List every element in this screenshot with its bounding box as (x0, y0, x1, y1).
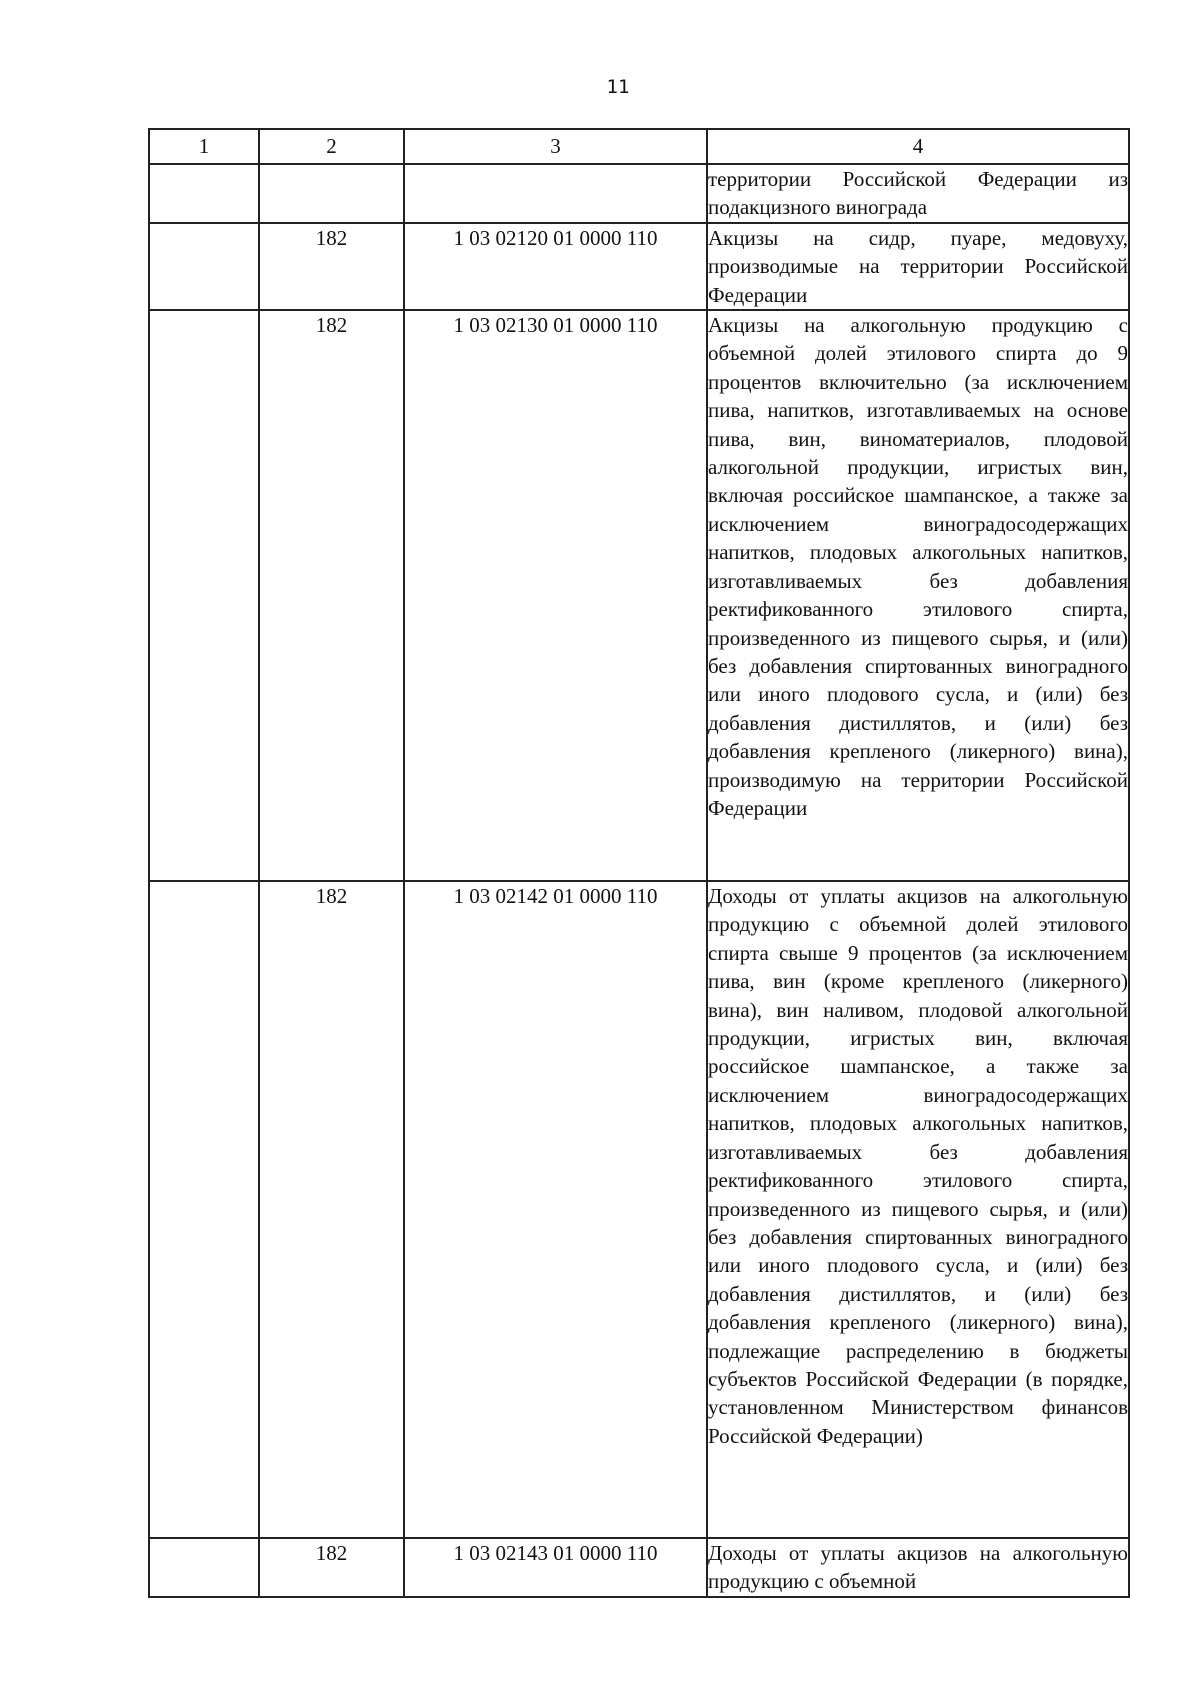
budget-code-cell: 182 (259, 223, 404, 310)
revenue-name-cell: Доходы от уплаты акцизов на алкогольную продукцию с объемной (707, 1538, 1129, 1597)
header-row (149, 129, 1129, 164)
header-col-2: 2 (259, 129, 404, 164)
kbk-code-cell (404, 164, 707, 223)
header-col-1: 1 (149, 129, 259, 164)
table-row (149, 223, 1129, 310)
table-row (149, 1538, 1129, 1597)
revenue-classification-table (148, 128, 1130, 1598)
table-row (149, 881, 1129, 1538)
table-row (149, 164, 1129, 223)
page-number: 11 (606, 76, 630, 98)
col1-cell (149, 223, 259, 310)
budget-code-cell (259, 164, 404, 223)
table-row (149, 310, 1129, 881)
col1-cell (149, 881, 259, 1538)
revenue-name-cell: Акцизы на сидр, пуаре, медовуху, производимые на территории Российской Федерации (707, 223, 1129, 310)
header-col-3: 3 (404, 129, 707, 164)
header-col-4: 4 (707, 129, 1129, 164)
col1-cell (149, 164, 259, 223)
revenue-name-cell: Акцизы на алкогольную продукцию с объемной долей этилового спирта до 9 процентов включительно (за исключением пива, напитков, изготавливаемых на основе пива, вин, виноматериалов, плодовой алкогольной продукции, игристых вин, включая российское шампанское, а также за исключением виноградосодержащих напитков, плодовых алкогольных напитков, изготавливаемых без добавления ректификованного этилового спирта, произведенного из пищевого сырья, и (или) без добавления спиртованных виноградного или иного плодового сусла, и (или) без добавления дистиллятов, и (или) без добавления крепленого (ликерного) вина), производимую на территории Российской Федерации (707, 310, 1129, 881)
col1-cell (149, 310, 259, 881)
kbk-code-cell: 1 03 02142 01 0000 110 (404, 881, 707, 1538)
kbk-code-cell: 1 03 02143 01 0000 110 (404, 1538, 707, 1597)
budget-code-cell: 182 (259, 1538, 404, 1597)
revenue-name-cell: территории Российской Федерации из подакцизного винограда (707, 164, 1129, 223)
revenue-name-cell: Доходы от уплаты акцизов на алкогольную продукцию с объемной долей этилового спирта свыше 9 процентов (за исключением пива, вин (кроме крепленого (ликерного) вина), вин наливом, плодовой алкогольной продукции, игристых вин, включая российское шампанское, а также за исключением виноградосодержащих напитков, плодовых алкогольных напитков, изготавливаемых без добавления ректификованного этилового спирта, произведенного из пищевого сырья, и (или) без добавления спиртованных виноградного или иного плодового сусла, и (или) без добавления дистиллятов, и (или) без добавления крепленого (ликерного) вина), подлежащие распределению в бюджеты субъектов Российской Федерации (в порядке, установленном Министерством финансов Российской Федерации) (707, 881, 1129, 1538)
col1-cell (149, 1538, 259, 1597)
kbk-code-cell: 1 03 02130 01 0000 110 (404, 310, 707, 881)
kbk-code-cell: 1 03 02120 01 0000 110 (404, 223, 707, 310)
budget-code-cell: 182 (259, 310, 404, 881)
budget-code-cell: 182 (259, 881, 404, 1538)
